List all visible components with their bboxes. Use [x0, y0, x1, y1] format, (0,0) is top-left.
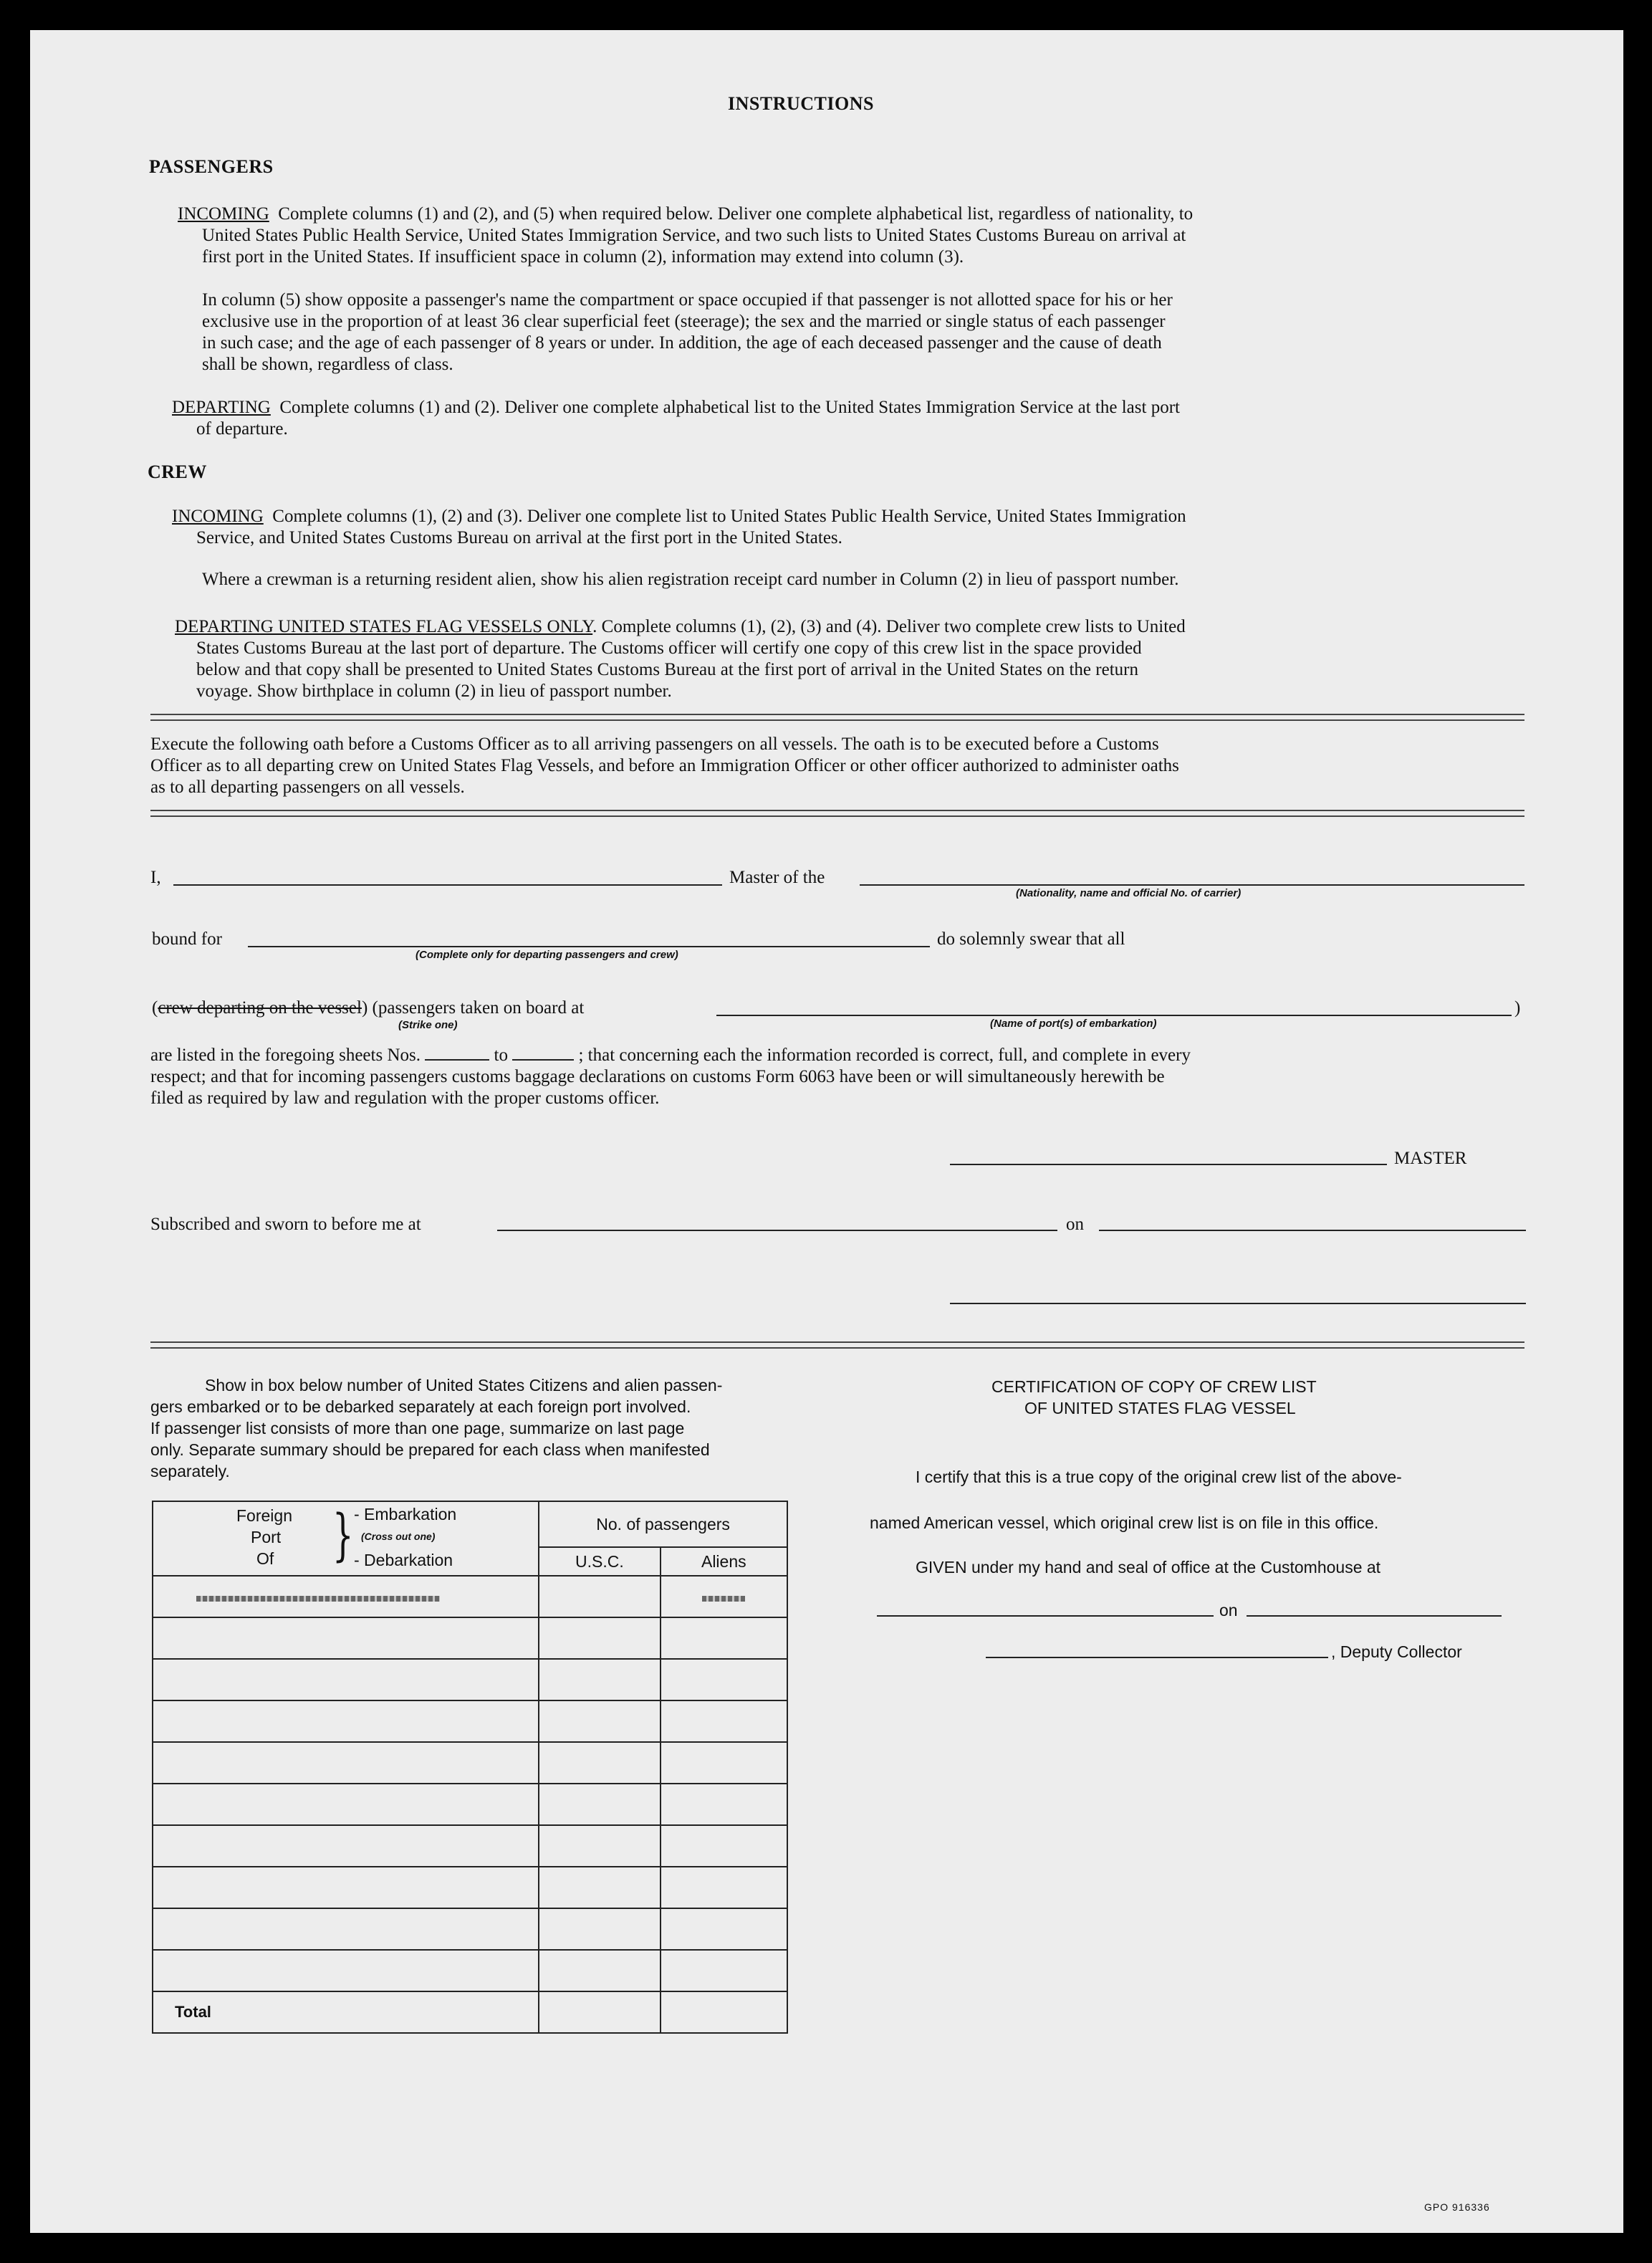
- listed-line-3: filed as required by law and regulation with the proper customs officer.: [150, 1089, 660, 1108]
- table-row: [153, 1742, 787, 1784]
- certification-title-2: OF UNITED STATES FLAG VESSEL: [1024, 1399, 1296, 1417]
- listed-line-2: respect; and that for incoming passengers customs baggage declarations on customs Form 6063 have been or will simultaneously herewith be: [150, 1067, 1165, 1086]
- usc-cell[interactable]: [539, 1825, 660, 1867]
- carrier-field[interactable]: [860, 884, 1524, 886]
- carrier-caption: (Nationality, name and official No. of carrier): [1016, 887, 1242, 899]
- aliens-cell[interactable]: [661, 1617, 787, 1659]
- port-cell[interactable]: [153, 1867, 539, 1908]
- divider: [150, 1341, 1524, 1349]
- aliens-cell[interactable]: [661, 1784, 787, 1825]
- port-cell[interactable]: [153, 1784, 539, 1825]
- passengers-departing-line-1: DEPARTING Complete columns (1) and (2). Deliver one complete alphabetical list to the United States Immigration Service at the last port: [172, 398, 1180, 417]
- aliens-cell[interactable]: [661, 1742, 787, 1784]
- redaction-mark: [702, 1596, 745, 1602]
- col5-line-1: In column (5) show opposite a passenger's name the compartment or space occupied if that passenger is not allotted space for his or her: [202, 290, 1173, 310]
- table-row: [153, 1784, 787, 1825]
- certification-date-field[interactable]: [1247, 1615, 1502, 1617]
- crew-departing-label: DEPARTING UNITED STATES FLAG VESSELS ONLY: [175, 617, 593, 636]
- port-caption: (Name of port(s) of embarkation): [990, 1018, 1157, 1030]
- deputy-signature-field[interactable]: [986, 1657, 1328, 1658]
- certification-text-2: named American vessel, which original crew list is on file in this office.: [870, 1513, 1379, 1532]
- swear-text: do solemnly swear that all: [937, 929, 1125, 949]
- form-page: [30, 30, 1623, 2233]
- no-passengers-header: No. of passengers: [539, 1501, 787, 1547]
- table-row: [153, 1825, 787, 1867]
- port-cell[interactable]: [153, 1742, 539, 1784]
- master-signature-field[interactable]: [950, 1164, 1387, 1165]
- customhouse-field[interactable]: [877, 1615, 1214, 1617]
- certification-text-3: GIVEN under my hand and seal of office at the Customhouse at: [916, 1558, 1381, 1577]
- oath-intro-line-2: Officer as to all departing crew on United States Flag Vessels, and before an Immigration Officer or other officer authorized to administer oaths: [150, 756, 1179, 775]
- aliens-cell[interactable]: [661, 1825, 787, 1867]
- passenger-summary-table: [152, 1501, 788, 2034]
- crew-incoming-label: INCOMING: [172, 507, 264, 526]
- crew-incoming-line-1: INCOMING Complete columns (1), (2) and (3). Deliver one complete list to United States Public Health Service, United States Immigration: [172, 507, 1186, 526]
- usc-cell[interactable]: [539, 1576, 660, 1617]
- summary-line-5: separately.: [150, 1462, 230, 1480]
- summary-line-2: gers embarked or to be debarked separately at each foreign port involved.: [150, 1397, 691, 1416]
- redaction-mark: [196, 1596, 440, 1602]
- passengers-incoming-line-1: INCOMING Complete columns (1) and (2), and (5) when required below. Deliver one complete alphabetical list, regardless of nationality, to: [178, 204, 1194, 224]
- certification-title-1: CERTIFICATION OF COPY OF CREW LIST: [991, 1377, 1317, 1396]
- crew-departing-line-3: below and that copy shall be presented to United States Customs Bureau at the first port of arrival in the United States on the return: [196, 660, 1138, 679]
- passengers-incoming-label: INCOMING: [178, 204, 269, 224]
- aliens-header: Aliens: [661, 1547, 787, 1576]
- foreign-port-header: Foreign Port Of } - Embarkation (Cross out one) - Debarkation: [153, 1501, 539, 1576]
- table-row: [153, 1617, 787, 1659]
- master-signature-label: MASTER: [1394, 1149, 1467, 1168]
- aliens-cell[interactable]: [661, 1700, 787, 1742]
- table-header-row: [153, 1501, 787, 1547]
- summary-line-1: Show in box below number of United States Citizens and alien passen-: [205, 1376, 723, 1394]
- oath-intro-line-1: Execute the following oath before a Customs Officer as to all arriving passengers on all vessels. The oath is to be executed before a Customs: [150, 735, 1159, 754]
- usc-cell[interactable]: [539, 1742, 660, 1784]
- subscribed-on-label: on: [1066, 1215, 1084, 1234]
- subscribed-place-field[interactable]: [497, 1230, 1057, 1231]
- close-paren: ): [1514, 998, 1521, 1018]
- aliens-cell[interactable]: [661, 1659, 787, 1700]
- deputy-collector-label: , Deputy Collector: [1331, 1642, 1462, 1661]
- master-name-field[interactable]: [173, 884, 722, 886]
- strike-caption: (Strike one): [398, 1019, 458, 1031]
- port-cell[interactable]: [153, 1576, 539, 1617]
- port-field[interactable]: [716, 1015, 1512, 1016]
- officer-signature-field[interactable]: [950, 1303, 1526, 1304]
- table-row: [153, 1950, 787, 1991]
- usc-cell[interactable]: [539, 1784, 660, 1825]
- usc-cell[interactable]: [539, 1908, 660, 1950]
- crew-departing-line-1: DEPARTING UNITED STATES FLAG VESSELS ONLY. Complete columns (1), (2), (3) and (4). Deliver two complete crew lists to United: [175, 617, 1186, 636]
- port-cell[interactable]: [153, 1825, 539, 1867]
- divider: [150, 810, 1524, 817]
- divider: [150, 714, 1524, 721]
- usc-header: U.S.C.: [539, 1547, 660, 1576]
- listed-line-1: are listed in the foregoing sheets Nos. to ; that concerning each the information recorded is correct, full, and complete in every: [150, 1046, 1191, 1065]
- usc-cell[interactable]: [539, 1659, 660, 1700]
- passengers-departing-line-2: of departure.: [196, 419, 288, 439]
- subscribed-date-field[interactable]: [1099, 1230, 1526, 1231]
- sheet-to-field[interactable]: [512, 1045, 574, 1061]
- col5-line-4: shall be shown, regardless of class.: [202, 355, 453, 374]
- port-cell[interactable]: [153, 1700, 539, 1742]
- bound-for-label: bound for: [152, 929, 222, 949]
- subscribed-label: Subscribed and sworn to before me at: [150, 1215, 421, 1234]
- aliens-cell[interactable]: [661, 1576, 787, 1617]
- total-usc-cell[interactable]: [539, 1991, 660, 2033]
- bound-for-caption: (Complete only for departing passengers and crew): [416, 949, 678, 961]
- table-row: [153, 1576, 787, 1617]
- total-label: Total: [153, 1991, 539, 2033]
- port-cell[interactable]: [153, 1950, 539, 1991]
- oath-intro-line-3: as to all departing passengers on all vessels.: [150, 778, 465, 797]
- table-row: [153, 1700, 787, 1742]
- passengers-incoming-line-3: first port in the United States. If insufficient space in column (2), information may extend into column (3).: [202, 247, 964, 267]
- crew-incoming-line-2: Service, and United States Customs Bureau on arrival at the first port in the United States.: [196, 528, 842, 547]
- port-cell[interactable]: [153, 1659, 539, 1700]
- port-cell[interactable]: [153, 1908, 539, 1950]
- crew-departing-line-4: voyage. Show birthplace in column (2) in lieu of passport number.: [196, 681, 672, 701]
- summary-line-4: only. Separate summary should be prepared for each class when manifested: [150, 1440, 710, 1459]
- sheet-from-field[interactable]: [425, 1045, 489, 1061]
- page-title: INSTRUCTIONS: [728, 93, 874, 114]
- strike-text: crew departing on the vessel: [158, 998, 362, 1018]
- passengers-departing-label: DEPARTING: [172, 398, 271, 417]
- usc-cell[interactable]: [539, 1867, 660, 1908]
- aliens-cell[interactable]: [661, 1908, 787, 1950]
- usc-cell[interactable]: [539, 1617, 660, 1659]
- gpo-code: GPO 916336: [1424, 2201, 1490, 2213]
- master-of-label: Master of the: [729, 868, 825, 887]
- usc-cell[interactable]: [539, 1950, 660, 1991]
- crew-resident-line: Where a crewman is a returning resident alien, show his alien registration receipt card number in Column (2) in lieu of passport number.: [202, 570, 1179, 589]
- port-cell[interactable]: [153, 1617, 539, 1659]
- aliens-cell[interactable]: [661, 1867, 787, 1908]
- strike-line: (crew departing on the vessel) (passengers taken on board at: [152, 998, 585, 1018]
- crew-heading: CREW: [148, 461, 207, 482]
- crew-departing-line-2: States Customs Bureau at the last port of departure. The Customs officer will certify one copy of this crew list in the space provided: [196, 638, 1142, 658]
- usc-cell[interactable]: [539, 1700, 660, 1742]
- summary-line-3: If passenger list consists of more than one page, summarize on last page: [150, 1419, 685, 1437]
- total-aliens-cell[interactable]: [661, 1991, 787, 2033]
- bound-for-field[interactable]: [248, 946, 930, 947]
- oath-i-label: I,: [150, 868, 161, 887]
- table-row: [153, 1908, 787, 1950]
- aliens-cell[interactable]: [661, 1950, 787, 1991]
- passengers-incoming-line-2: United States Public Health Service, United States Immigration Service, and two such lists to United States Customs Bureau on arrival at: [202, 226, 1186, 245]
- table-row: [153, 1867, 787, 1908]
- passengers-heading: PASSENGERS: [149, 156, 274, 177]
- total-row: [153, 1991, 787, 2033]
- col5-line-3: in such case; and the age of each passenger of 8 years or under. In addition, the age of each deceased passenger and the cause of death: [202, 333, 1162, 353]
- certification-on-label: on: [1219, 1601, 1238, 1619]
- certification-text-1: I certify that this is a true copy of the original crew list of the above-: [916, 1468, 1402, 1486]
- table-row: [153, 1659, 787, 1700]
- col5-line-2: exclusive use in the proportion of at least 36 clear superficial feet (steerage); the sex and the married or single status of each passenger: [202, 312, 1166, 331]
